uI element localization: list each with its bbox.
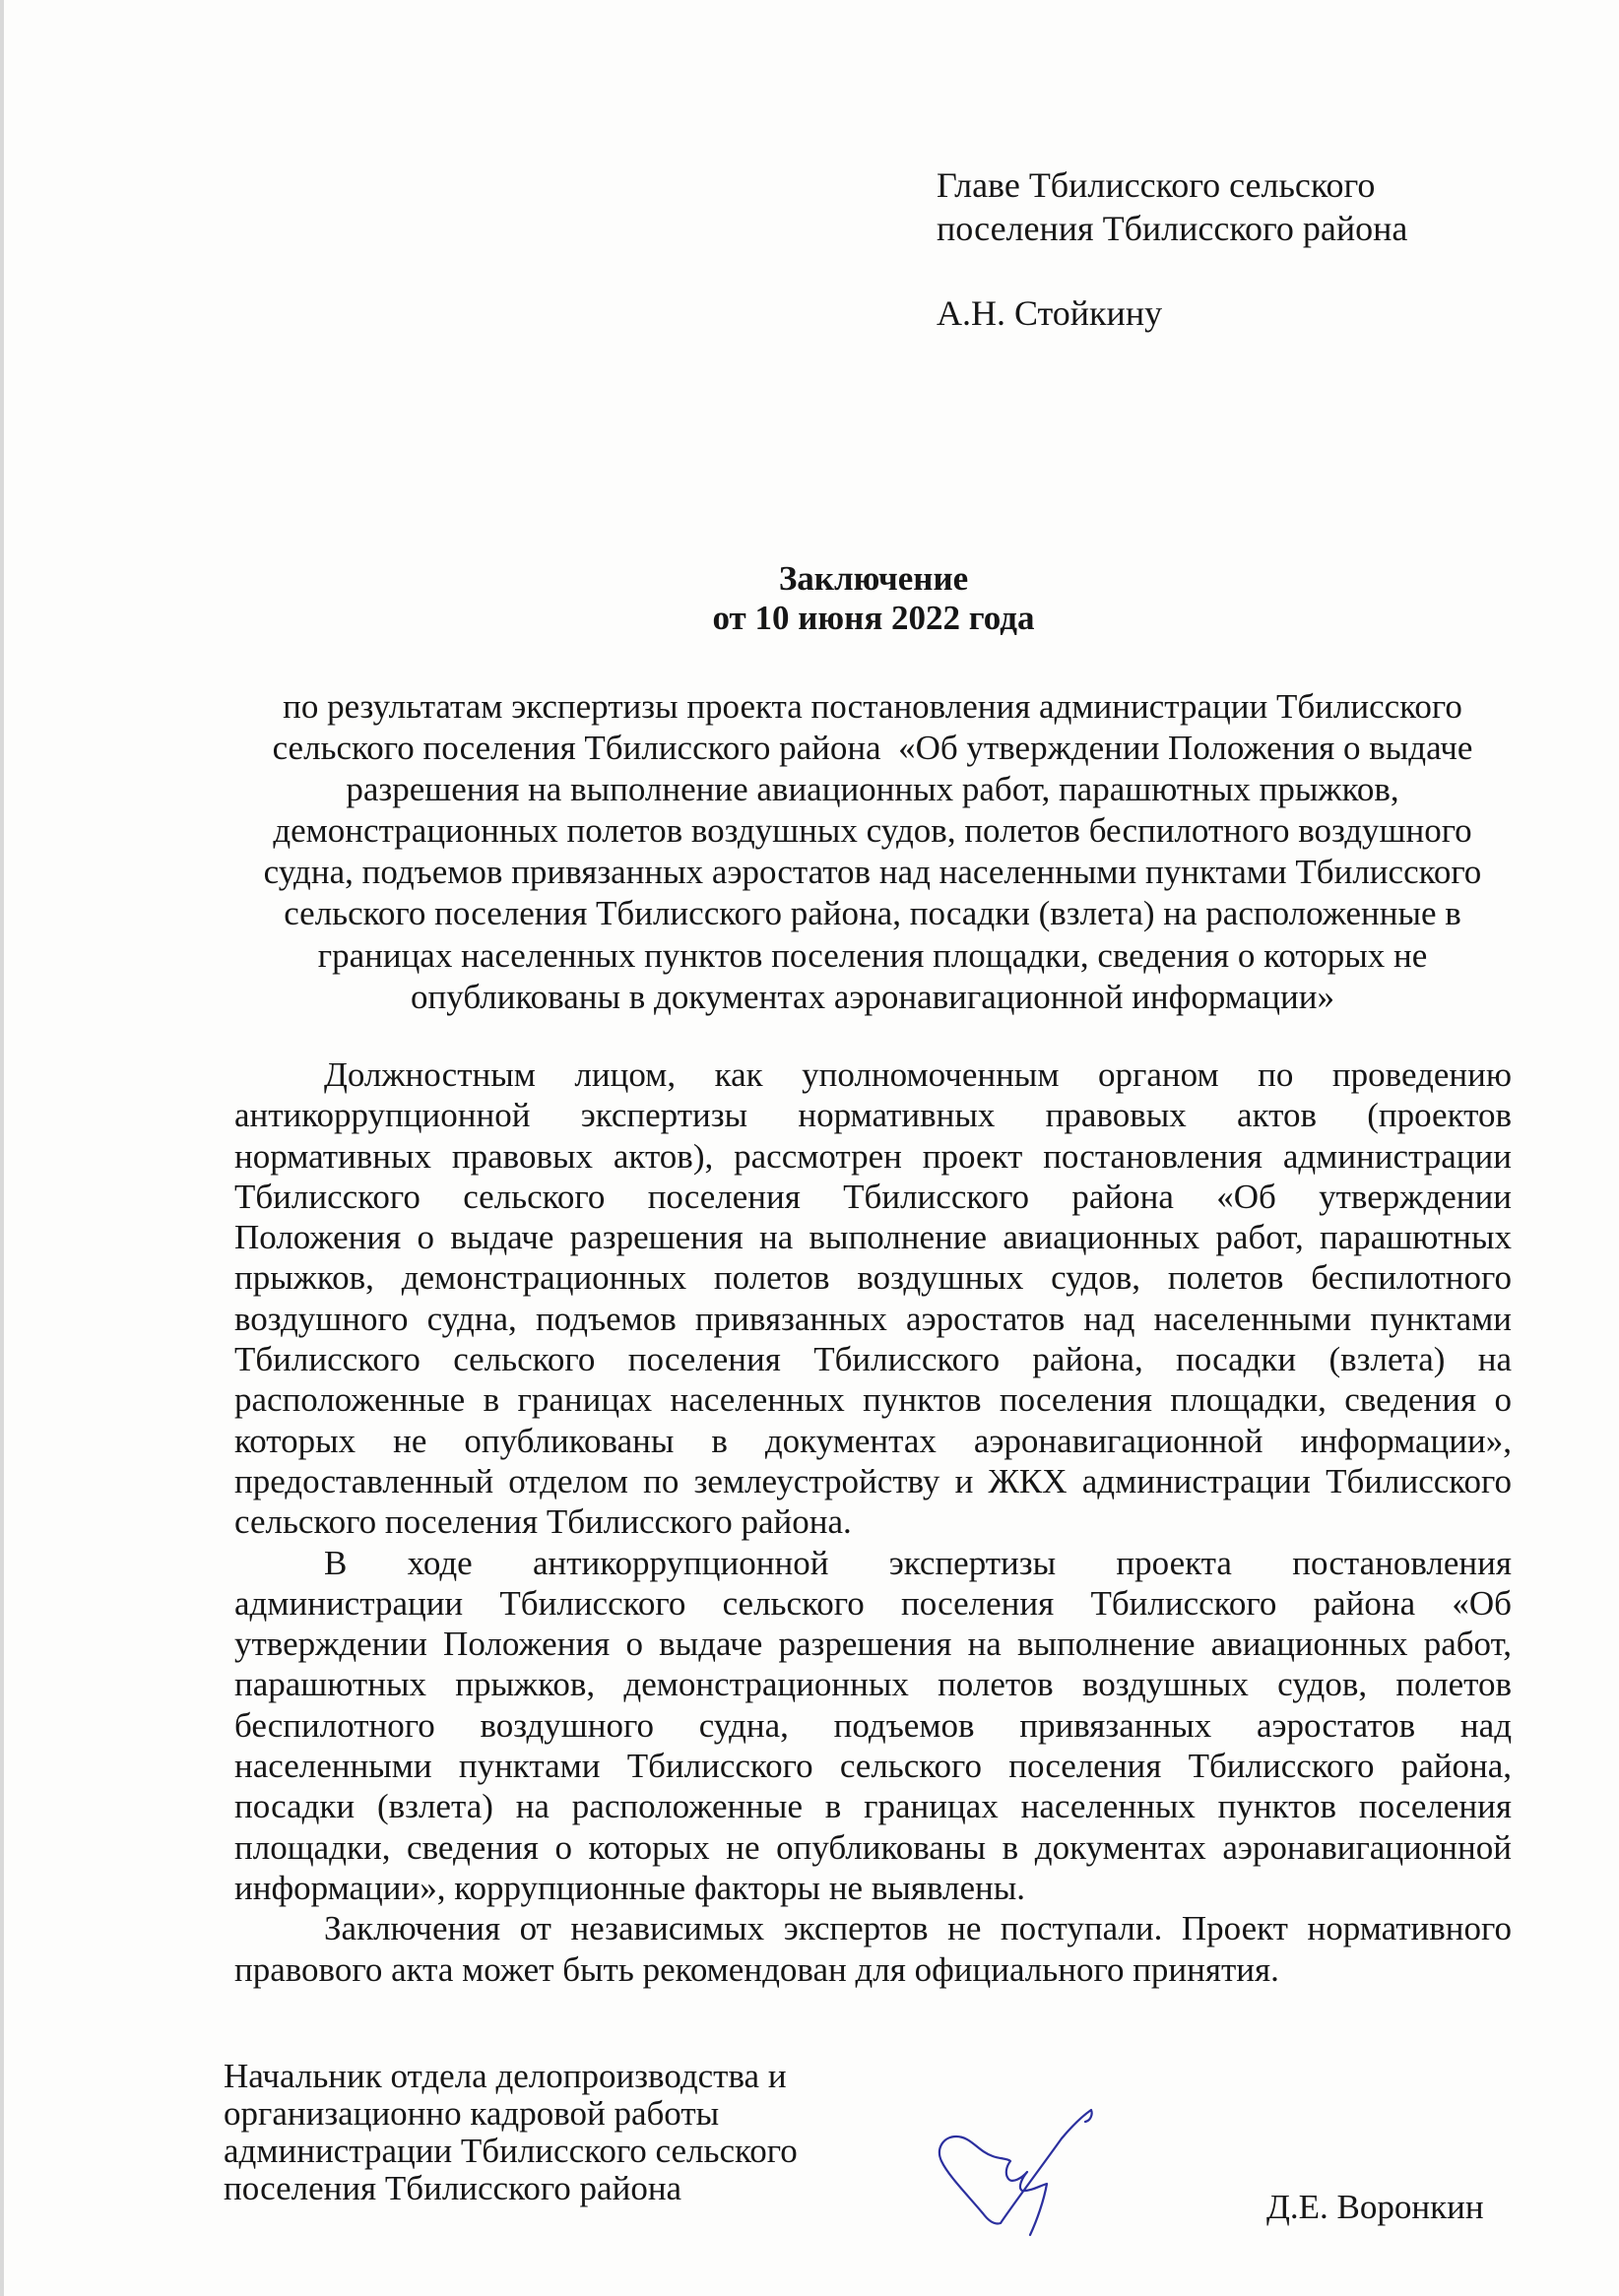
- signatory-position: [224, 2058, 798, 2207]
- addressee-name: А.Н. Стойкину: [937, 293, 1163, 333]
- body-line: правового акта может быть рекомендован для официального принятия.: [234, 1949, 1279, 1989]
- signatory-line: Начальник отдела делопроизводства и: [224, 2057, 787, 2095]
- body-line: утверждении Положения о выдаче разрешения на выполнение авиационных работ,: [234, 1625, 1512, 1664]
- body-line: нормативных правовых актов), рассмотрен проект постановления администрации: [234, 1136, 1512, 1176]
- body-line: беспилотного воздушного судна, подъемов привязанных аэростатов над: [234, 1705, 1512, 1745]
- subtitle-line: демонстрационных полетов воздушных судов, полетов беспилотного воздушного: [273, 811, 1472, 851]
- signatory-line: поселения Тбилисского района: [224, 2169, 682, 2207]
- body-line: предоставленный отделом по землеустройству и ЖКХ администрации Тбилисского: [234, 1461, 1512, 1500]
- title-heading: Заключение: [778, 559, 969, 598]
- title-date: от 10 июня 2022 года: [712, 599, 1035, 637]
- body-line: которых не опубликованы в документах аэронавигационной информации»,: [234, 1421, 1512, 1460]
- subtitle-line: опубликованы в документах аэронавигационной информации»: [411, 977, 1334, 1016]
- paragraph-3: [234, 1908, 1512, 1990]
- body-line: сельского поселения Тбилисского района.: [234, 1502, 852, 1542]
- body-line: администрации Тбилисского сельского поселения Тбилисского района «Об: [234, 1583, 1512, 1623]
- body-line: информации», коррупционные факторы не выявлены.: [234, 1868, 1026, 1907]
- body-line: площадки, сведения о которых не опубликованы в документах аэронавигационной: [234, 1827, 1512, 1867]
- body-line: посадки (взлета) на расположенные в границах населенных пунктов поселения: [234, 1787, 1512, 1826]
- handwritten-signature: [924, 2107, 1111, 2250]
- subtitle-line: разрешения на выполнение авиационных работ, парашютных прыжков,: [346, 770, 1399, 809]
- subtitle-line: по результатам экспертизы проекта постановления администрации Тбилисского: [283, 687, 1462, 726]
- paragraph-1: [234, 1054, 1512, 1543]
- body-line: расположенные в границах населенных пунктов поселения площадки, сведения о: [234, 1380, 1512, 1420]
- subtitle-block: [236, 686, 1509, 1018]
- addressee-line: Главе Тбилисского сельского: [937, 165, 1376, 205]
- paragraph-2: [234, 1543, 1512, 1909]
- document-title: [0, 559, 1619, 638]
- body-line: Тбилисского сельского поселения Тбилисского района «Об утверждении: [234, 1177, 1512, 1216]
- body-line: населенными пунктами Тбилисского сельского поселения Тбилисского района,: [234, 1747, 1512, 1786]
- document-body: [234, 1054, 1512, 1990]
- signatory-name: Д.Е. Воронкин: [1266, 2188, 1484, 2226]
- subtitle-line: судна, подъемов привязанных аэростатов над населенными пунктами Тбилисского: [263, 853, 1482, 892]
- signatory-line: администрации Тбилисского сельского: [224, 2132, 798, 2170]
- addressee-block: [937, 163, 1407, 335]
- body-line: Заключения от независимых экспертов не поступали. Проект нормативного: [324, 1909, 1512, 1948]
- body-line: В ходе антикоррупционной экспертизы проекта постановления: [324, 1543, 1512, 1582]
- body-line: Тбилисского сельского поселения Тбилисского района, посадки (взлета) на: [234, 1340, 1512, 1379]
- body-line: прыжков, демонстрационных полетов воздушных судов, полетов беспилотного: [234, 1258, 1512, 1298]
- subtitle-line: сельского поселения Тбилисского района «Об утверждении Положения о выдаче: [272, 729, 1473, 768]
- body-line: Положения о выдаче разрешения на выполнение авиационных работ, парашютных: [234, 1218, 1512, 1257]
- page-edge: [0, 0, 4, 2296]
- signature-stroke: [939, 2110, 1092, 2235]
- body-line: парашютных прыжков, демонстрационных полетов воздушных судов, полетов: [234, 1665, 1512, 1704]
- subtitle-line: сельского поселения Тбилисского района, посадки (взлета) на расположенные в: [284, 894, 1461, 933]
- subtitle-line: границах населенных пунктов поселения площадки, сведения о которых не: [317, 935, 1428, 975]
- body-line: воздушного судна, подъемов привязанных аэростатов над населенными пунктами: [234, 1299, 1512, 1338]
- body-line: антикоррупционной экспертизы нормативных правовых актов (проектов: [234, 1096, 1512, 1135]
- signatory-line: организационно кадровой работы: [224, 2094, 720, 2133]
- body-line: Должностным лицом, как уполномоченным органом по проведению: [324, 1055, 1512, 1094]
- addressee-line: поселения Тбилисского района: [937, 209, 1408, 248]
